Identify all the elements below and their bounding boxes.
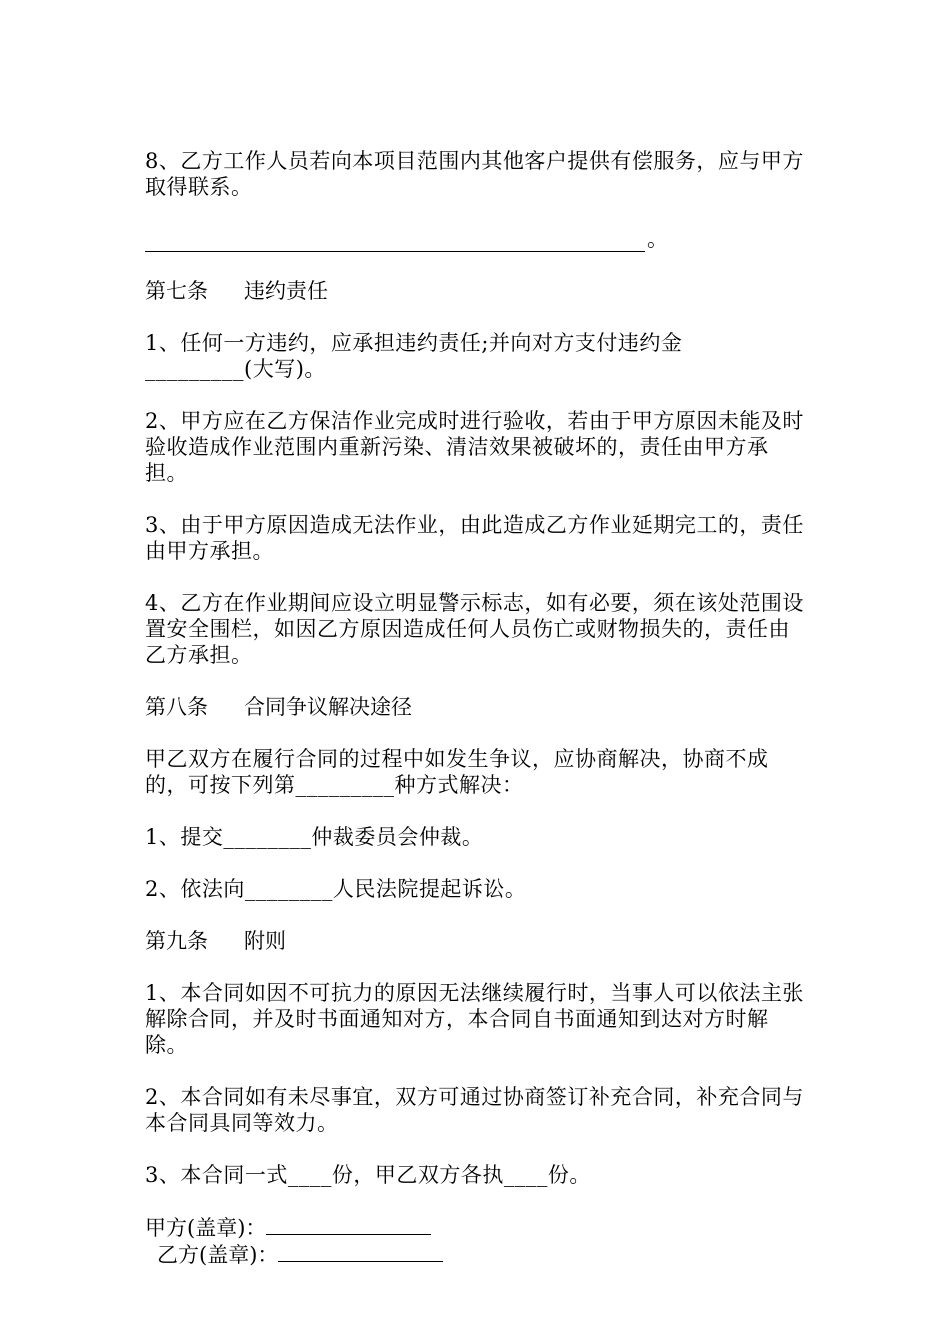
article-7-clause-4: 4、乙方在作业期间应设立明显警示标志，如有必要，须在该处范围设置安全围栏，如因乙方原因造成任何人员伤亡或财物损失的，责任由乙方承担。 — [145, 591, 804, 667]
party-a-signature — [145, 1214, 810, 1241]
article-9-number: 第九条 — [145, 929, 208, 953]
article-8-clause-1: 1、提交________仲裁委员会仲裁。 — [145, 825, 484, 849]
article-9-clause-1: 1、本合同如因不可抗力的原因无法继续履行时，当事人可以依法主张解除合同，并及时书面通知对方，本合同自书面通知到达对方时解除。 — [145, 981, 804, 1057]
article-8-heading — [145, 694, 810, 720]
clause-8: 8、乙方工作人员若向本项目范围内其他客户提供有偿服务，应与甲方取得联系。 — [145, 149, 804, 199]
party-b-label: 乙方(盖章)： — [157, 1243, 279, 1267]
article-9-clause-3: 3、本合同一式____份，甲乙双方各执____份。 — [145, 1163, 591, 1187]
blank-line-end: 。 — [647, 227, 668, 251]
article-8-clause-2: 2、依法向________人民法院提起诉讼。 — [145, 877, 527, 901]
party-a-signature-line — [266, 1214, 431, 1235]
party-a-label: 甲方(盖章)： — [145, 1216, 267, 1240]
article-7-heading — [145, 278, 810, 304]
article-9-clause-2: 2、本合同如有未尽事宜，双方可通过协商签订补充合同，补充合同与本合同具同等效力。 — [145, 1085, 804, 1135]
article-7-number: 第七条 — [145, 279, 208, 303]
party-b-signature-line — [278, 1241, 443, 1262]
article-7-clause-3: 3、由于甲方原因造成无法作业，由此造成乙方作业延期完工的，责任由甲方承担。 — [145, 513, 804, 563]
article-9-heading — [145, 928, 810, 954]
underline-blank — [145, 231, 645, 252]
party-b-signature — [145, 1241, 810, 1268]
article-7-clause-2: 2、甲方应在乙方保洁作业完成时进行验收，若由于甲方原因未能及时验收造成作业范围内重新污染、清洁效果被破坏的，责任由甲方承担。 — [145, 409, 804, 485]
contract-page — [145, 148, 810, 1268]
article-7-title: 违约责任 — [244, 279, 328, 303]
article-8-number: 第八条 — [145, 695, 208, 719]
article-8-title: 合同争议解决途径 — [244, 695, 412, 719]
blank-fill-line — [145, 226, 810, 252]
article-8-intro: 甲乙双方在履行合同的过程中如发生争议，应协商解决，协商不成的，可按下列第_________种方式解决： — [145, 747, 769, 797]
article-7-clause-1: 1、任何一方违约，应承担违约责任;并向对方支付违约金_________(大写)。 — [145, 331, 683, 381]
article-9-title: 附则 — [244, 929, 286, 953]
